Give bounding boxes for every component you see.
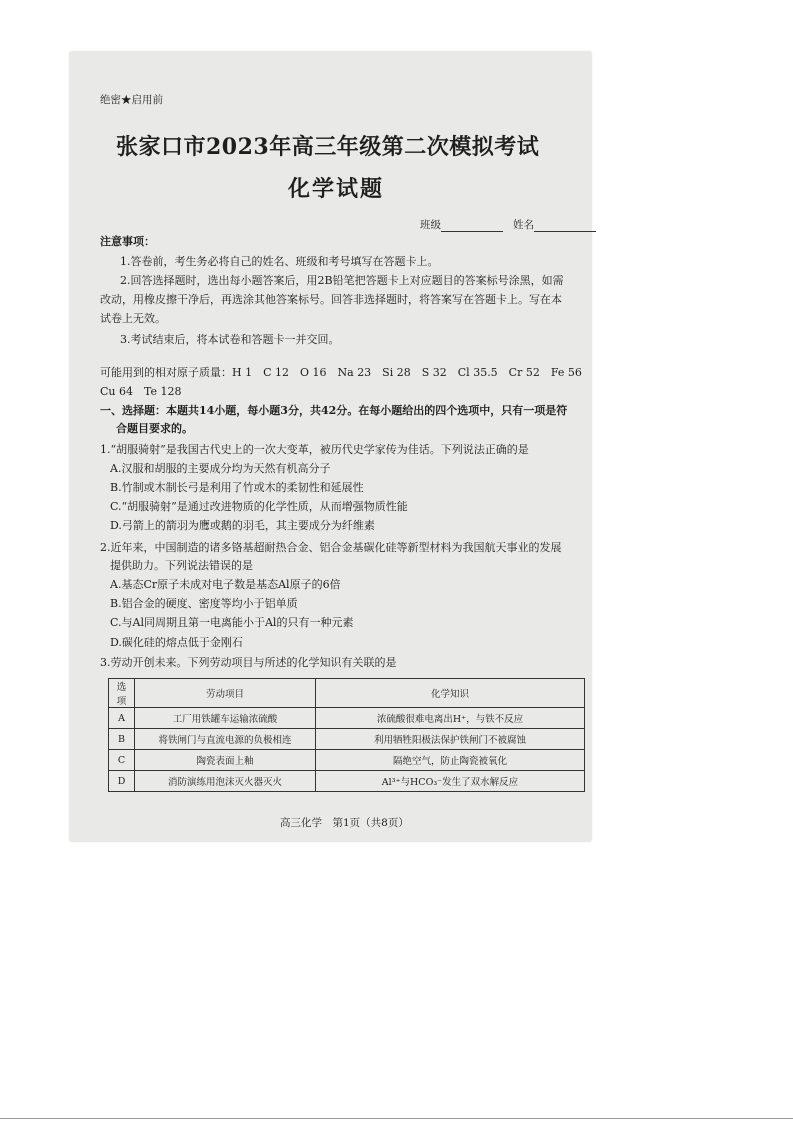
table-cell: 工厂用铁罐车运输浓硫酸 [135, 708, 316, 729]
table-cell: 陶瓷表面上釉 [135, 750, 316, 771]
class-blank [441, 220, 503, 232]
column-header: 劳动项目 [135, 679, 316, 708]
question-option: B.铝合金的硬度、密度等均小于铝单质 [110, 597, 298, 610]
section-heading: 合题目要求的。 [116, 422, 193, 435]
notice-item: 1.答卷前，考生务必将自己的姓名、班级和考号填写在答题卡上。 [120, 255, 439, 268]
table-cell: C [109, 750, 135, 771]
table-cell: 消防演练用泡沫灭火器灭火 [135, 771, 316, 792]
class-label: 班级 [420, 219, 441, 231]
question-option: D.弓箭上的箭羽为鹰或鹅的羽毛，其主要成分为纤维素 [110, 519, 375, 532]
exam-subtitle: 化学试题 [288, 176, 385, 202]
table-cell: 隔绝空气，防止陶瓷被氧化 [316, 750, 585, 771]
table-cell: D [109, 771, 135, 792]
exam-page [70, 52, 591, 841]
table-cell: B [109, 729, 135, 750]
table-cell: 利用牺牲阳极法保护铁闸门不被腐蚀 [316, 729, 585, 750]
question-stem: 3.劳动开创未来。下列劳动项目与所述的化学知识有关联的是 [100, 656, 397, 669]
question-option: B.竹制或木制长弓是利用了竹或木的柔韧性和延展性 [110, 481, 364, 494]
notice-heading: 注意事项： [100, 235, 155, 248]
question-stem: 2.近年来，中国制造的诸多铬基超耐热合金、铝合金基碳化硅等新型材料为我国航天事业的发展 [100, 541, 562, 554]
question-option: A.基态Cr原子未成对电子数是基态Al原子的6倍 [110, 578, 341, 591]
divider [0, 1118, 793, 1119]
table-row [109, 729, 585, 750]
name-label: 姓名 [513, 219, 535, 231]
question-stem: 提供助力。下列说法错误的是 [110, 559, 253, 572]
table-header-row [109, 679, 585, 708]
section-heading: 一、选择题：本题共14小题，每小题3分，共42分。在每小题给出的四个选项中，只有一项是符 [100, 404, 568, 417]
atomic-mass-line: Cu 64 Te 128 [100, 385, 182, 398]
name-blank [534, 220, 596, 232]
class-field [420, 217, 596, 232]
notice-item: 改动，用橡皮擦干净后，再选涂其他答案标号。回答非选择题时，将答案写在答题卡上。写在本 [100, 293, 562, 306]
table-row [109, 771, 585, 792]
atomic-mass-line: 可能用到的相对原子质量：H 1 C 12 O 16 Na 23 Si 28 S 32 Cl 35.5 Cr 52 Fe 56 [100, 366, 582, 379]
table-cell: A [109, 708, 135, 729]
question-option: A.汉服和胡服的主要成分均为天然有机高分子 [110, 462, 331, 475]
table-cell: Al³⁺与HCO₃⁻发生了双水解反应 [316, 771, 585, 792]
table-cell: 浓硫酸很难电离出H⁺，与铁不反应 [316, 708, 585, 729]
page-footer: 高三化学 第1页（共8页） [280, 817, 409, 829]
exam-title: 张家口市2023年高三年级第二次模拟考试 [116, 134, 540, 160]
column-header: 化学知识 [316, 679, 585, 708]
table-row [109, 750, 585, 771]
question-stem: 1.“胡服骑射”是我国古代史上的一次大变革，被历代史学家传为佳话。下列说法正确的是 [100, 443, 529, 456]
notice-item: 3.考试结束后，将本试卷和答题卡一并交回。 [120, 333, 340, 346]
question-option: D.碳化硅的熔点低于金刚石 [110, 636, 243, 649]
notice-item: 2.回答选择题时，选出每小题答案后，用2B铅笔把答题卡上对应题目的答案标号涂黑，如需 [120, 274, 564, 287]
column-header: 选项 [109, 679, 135, 708]
confidential-label: 绝密★启用前 [100, 94, 163, 106]
question-option: C.与Al同周期且第一电离能小于Al的只有一种元素 [110, 616, 354, 629]
table-row [109, 708, 585, 729]
notice-item: 试卷上无效。 [100, 312, 166, 325]
table-cell: 将铁闸门与直流电源的负极相连 [135, 729, 316, 750]
question-option: C.“胡服骑射”是通过改进物质的化学性质，从而增强物质性能 [110, 500, 408, 513]
question-table [108, 678, 585, 792]
